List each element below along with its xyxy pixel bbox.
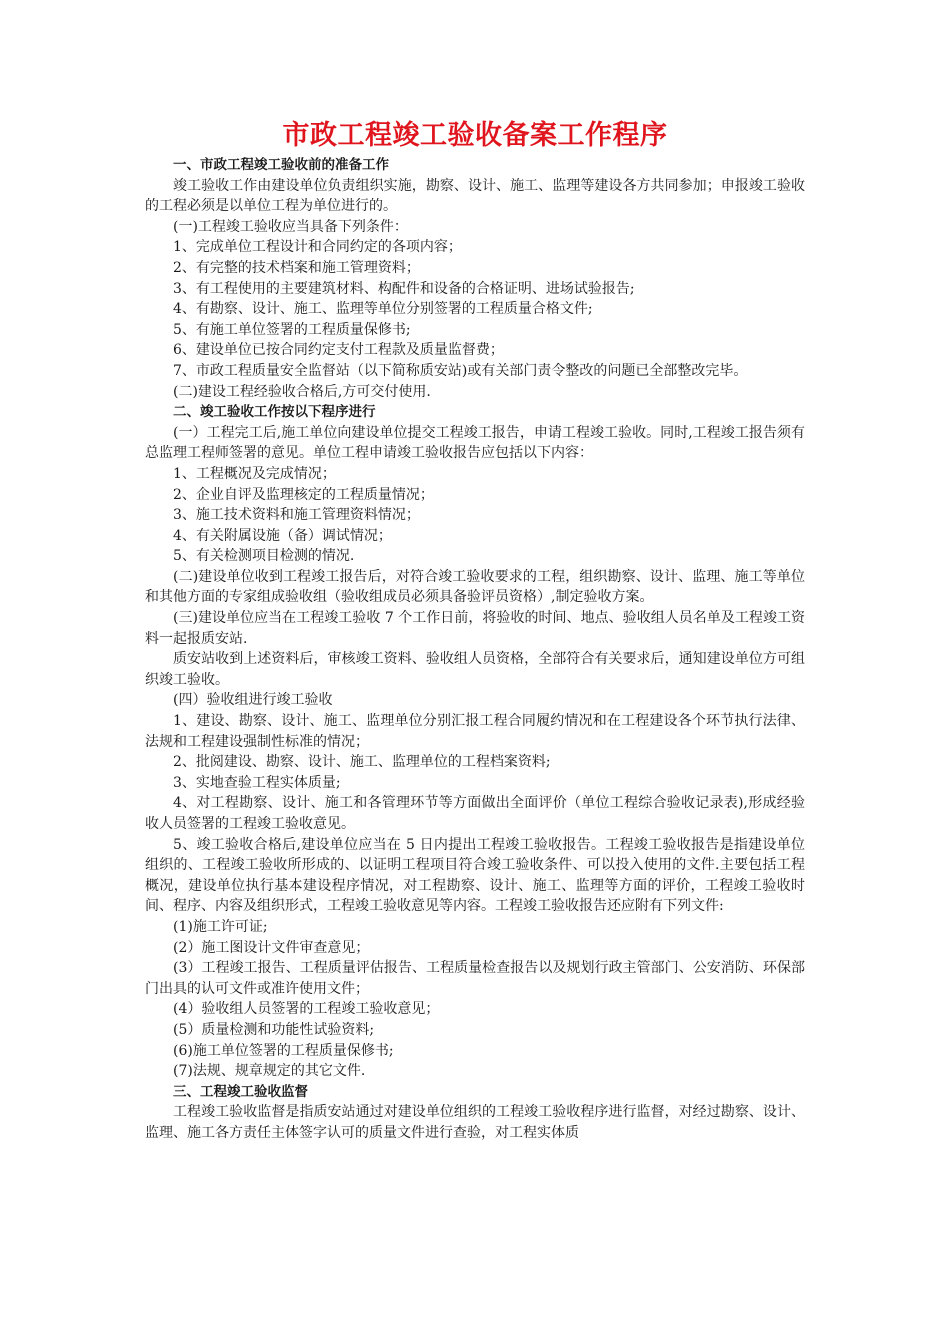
section-heading: 一、市政工程竣工验收前的准备工作 [173,157,389,173]
paragraph: (2）施工图设计文件审查意见； [173,939,370,956]
paragraph: 6、建设单位已按合同约定支付工程款及质量监督费； [173,342,504,359]
paragraph: 1、建设、勘察、设计、施工、监理单位分别汇报工程合同履约情况和在工程建设各个环节执行法律、法规和工程建设强制性标准的情况； [145,713,805,750]
paragraph: (6)施工单位签署的工程质量保修书; [173,1042,394,1059]
paragraph: 3、施工技术资料和施工管理资料情况； [173,507,420,524]
paragraph: 2、企业自评及监理核定的工程质量情况； [173,486,434,503]
paragraph: 竣工验收工作由建设单位负责组织实施，勘察、设计、施工、监理等建设各方共同参加；申报竣工验收的工程必须是以单位工程为单位进行的。 [145,177,805,215]
paragraph: 7、市政工程质量安全监督站（以下简称质安站)或有关部门责令整改的问题已全部整改完毕。 [173,362,748,379]
paragraph: 5、竣工验收合格后,建设单位应当在 5 日内提出工程竣工验收报告。工程竣工验收报告是指建设单位组织的、工程竣工验收所形成的、以证明工程项目符合竣工验收条件、可以投入使用的文件.主要包括工程概况，建设单位执行基本建设程序情况，对工程勘察、设计、施工、监理等方面的评价，工程竣工验收时间、程序、内容及组织形式，工程竣工验收意见等内容。工程竣工验收报告还应附有下列文件: [145,836,805,915]
paragraph: (一）工程完工后,施工单位向建设单位提交工程竣工报告，申请工程竣工验收。同时,工程竣工报告须有总监理工程师签署的意见。单位工程申请竣工验收报告应包括以下内容： [145,424,805,462]
paragraph: (5）质量检测和功能性试验资料; [173,1021,375,1038]
paragraph: (1)施工许可证; [173,918,268,935]
paragraph: 2、批阅建设、勘察、设计、施工、监理单位的工程档案资料; [173,754,551,771]
paragraph: 1、完成单位工程设计和合同约定的各项内容； [173,239,462,256]
paragraph: (二)建设单位收到工程竣工报告后，对符合竣工验收要求的工程，组织勘察、设计、监理、施工等单位和其他方面的专家组成验收组（验收组成员必须具备验评员资格）,制定验收方案。 [145,568,805,606]
paragraph: 1、工程概况及完成情况； [173,465,336,482]
paragraph: 4、有关附属设施（备）调试情况； [173,527,392,544]
paragraph: (3）工程竣工报告、工程质量评估报告、工程质量检查报告以及规划行政主管部门、公安消防、环保部门出具的认可文件或准许使用文件； [145,960,805,997]
document-title: 市政工程竣工验收备案工作程序 [282,120,668,151]
paragraph: 5、有关检测项目检测的情况. [173,548,355,565]
paragraph: (4）验收组人员签署的工程竣工验收意见； [173,1001,440,1018]
paragraph: 3、实地查验工程实体质量; [173,774,341,791]
section-heading: 二、竣工验收工作按以下程序进行 [173,404,376,421]
paragraph: 质安站收到上述资料后，审核竣工资料、验收组人员资格，全部符合有关要求后，通知建设单位方可组织竣工验收。 [145,651,805,688]
paragraph: 4、有勘察、设计、施工、监理等单位分别签署的工程质量合格文件; [173,301,593,318]
paragraph: 3、有工程使用的主要建筑材料、构配件和设备的合格证明、进场试验报告; [173,280,635,297]
paragraph: (四）验收组进行竣工验收 [173,692,333,709]
paragraph: (7)法规、规章规定的其它文件. [173,1063,366,1080]
paragraph: 2、有完整的技术档案和施工管理资料； [173,259,420,276]
paragraph: (三)建设单位应当在工程竣工验收 7 个工作日前，将验收的时间、地点、验收组人员名单及工程竣工资料一起报质安站. [145,610,805,647]
paragraph: 4、对工程勘察、设计、施工和各管理环节等方面做出全面评价（单位工程综合验收记录表),形成经验收人员签署的工程竣工验收意见。 [145,795,805,832]
paragraph: (一)工程竣工验收应当具备下列条件： [173,218,408,235]
section-heading: 三、工程竣工验收监督 [173,1083,308,1100]
paragraph: 5、有施工单位签署的工程质量保修书; [173,321,411,338]
document-body [145,118,805,1144]
paragraph: (二)建设工程经验收合格后,方可交付使用. [173,383,431,400]
paragraph: 工程竣工验收监督是指质安站通过对建设单位组织的工程竣工验收程序进行监督，对经过勘察、设计、监理、施工各方责任主体签字认可的质量文件进行查验，对工程实体质 [145,1104,805,1141]
